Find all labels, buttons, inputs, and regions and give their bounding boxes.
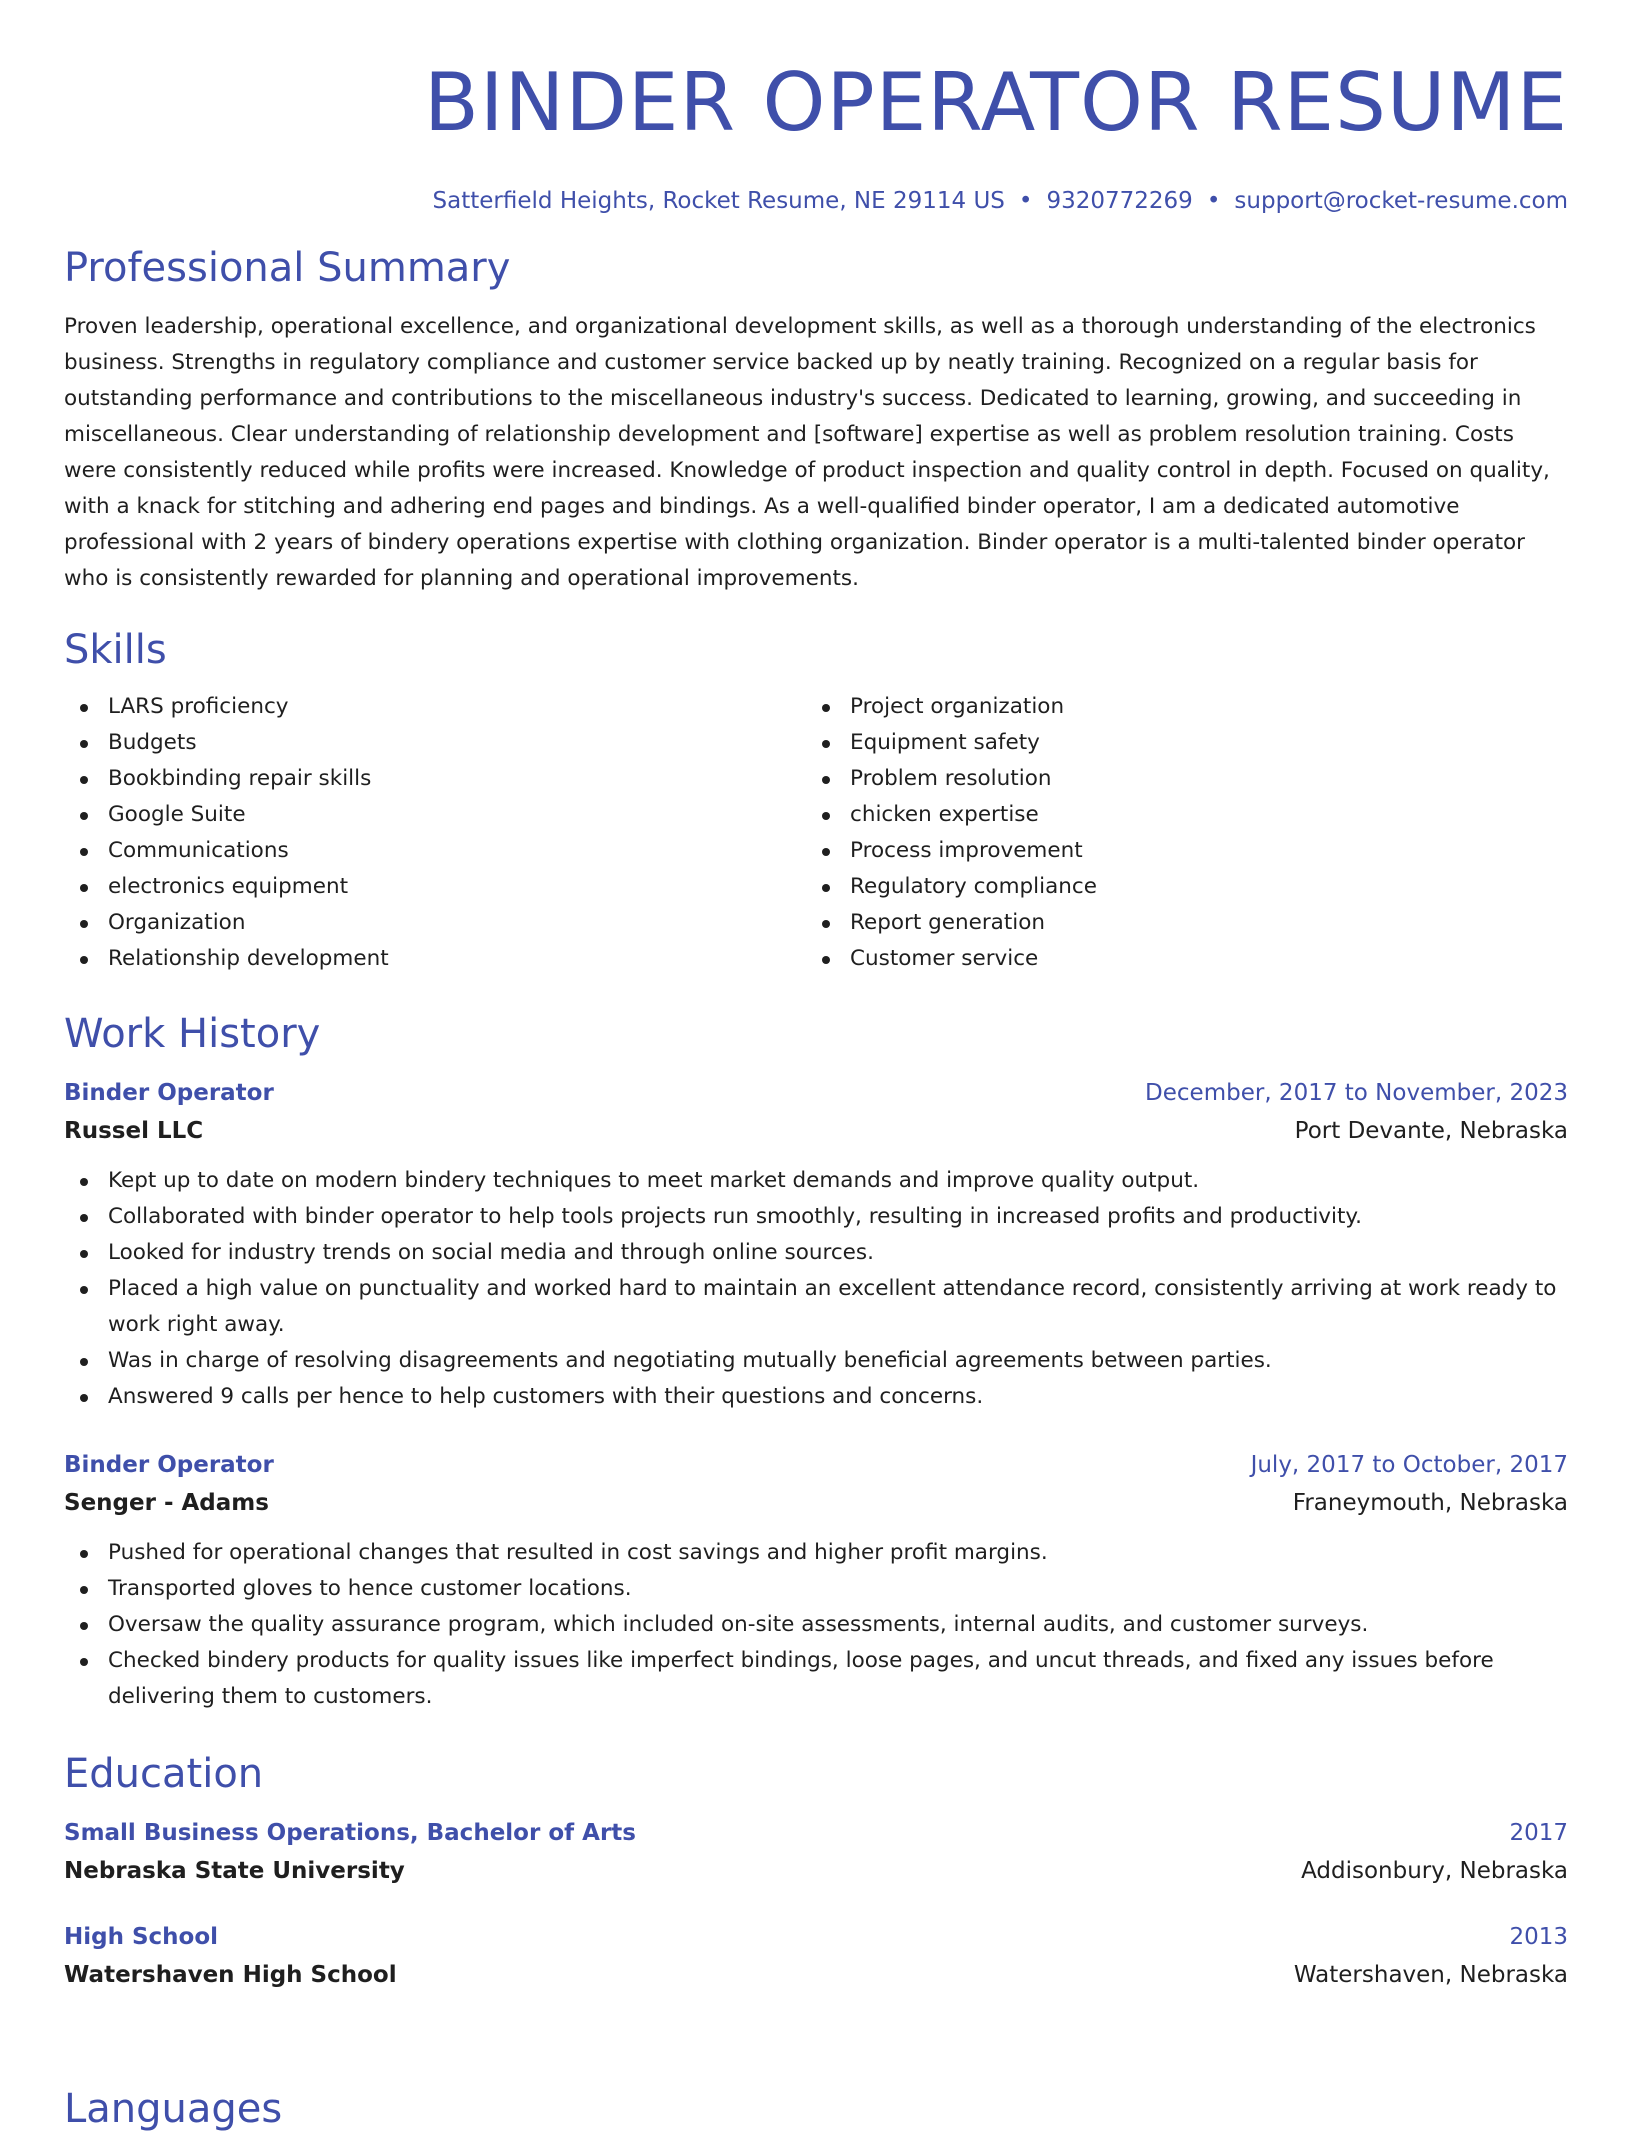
education-entry <box>64 1815 1568 1891</box>
education-year: 2017 <box>1509 1820 1568 1846</box>
job-bullet: Collaborated with binder operator to help tools projects run smoothly, resulting in increased profits and productivity. <box>64 1199 1568 1235</box>
job-bullet: Transported gloves to hence customer locations. <box>64 1571 1568 1607</box>
job-bullet: Oversaw the quality assurance program, which included on-site assessments, internal audits, and customer surveys. <box>64 1607 1568 1643</box>
contact-line <box>64 187 1568 215</box>
skill-item: Google Suite <box>64 797 806 833</box>
skills-list-right <box>806 689 1548 977</box>
skill-item: Customer service <box>806 941 1548 977</box>
job-dates: December, 2017 to November, 2023 <box>1145 1080 1568 1106</box>
job-location: Port Devante, Nebraska <box>1294 1118 1568 1144</box>
work-history-heading: Work History <box>64 1011 321 1057</box>
skill-item: Problem resolution <box>806 761 1548 797</box>
education-location: Addisonbury, Nebraska <box>1301 1858 1568 1884</box>
education-degree-row <box>64 1815 1568 1851</box>
job-bullet: Checked bindery products for quality issues like imperfect bindings, loose pages, and uncut threads, and fixed any issues before delivering them to customers. <box>64 1643 1568 1715</box>
skill-item: Bookbinding repair skills <box>64 761 806 797</box>
education-heading: Education <box>64 1751 264 1797</box>
education-school-row <box>64 1851 1568 1891</box>
education-school: Nebraska State University <box>64 1858 405 1884</box>
separator-dot: • <box>1206 188 1221 214</box>
summary-heading: Professional Summary <box>64 245 511 291</box>
skill-item: Communications <box>64 833 806 869</box>
phone-text: 9320772269 <box>1046 188 1193 214</box>
job-location: Franeymouth, Nebraska <box>1292 1490 1568 1516</box>
skill-item: Relationship development <box>64 941 806 977</box>
job-bullets <box>64 1535 1568 1715</box>
job-company: Russel LLC <box>64 1118 204 1144</box>
separator-dot: • <box>1018 188 1033 214</box>
job-company-row <box>64 1483 1568 1523</box>
skill-item: electronics equipment <box>64 869 806 905</box>
skill-item: Regulatory compliance <box>806 869 1548 905</box>
education-year: 2013 <box>1509 1924 1568 1950</box>
skill-item: chicken expertise <box>806 797 1548 833</box>
education-school-row <box>64 1955 1568 1995</box>
email-link[interactable]: support@rocket-resume.com <box>1234 188 1568 214</box>
job-title-row <box>64 1447 1568 1483</box>
job-bullet: Pushed for operational changes that resulted in cost savings and higher profit margins. <box>64 1535 1568 1571</box>
job-entry <box>64 1075 1568 1415</box>
job-company-row <box>64 1111 1568 1151</box>
skills-heading: Skills <box>64 627 167 673</box>
resume-page <box>64 0 1568 2132</box>
skills-list-left <box>64 689 806 977</box>
job-title: Binder Operator <box>64 1452 274 1478</box>
education-degree-row <box>64 1919 1568 1955</box>
skill-item: LARS proficiency <box>64 689 806 725</box>
skill-item: Equipment safety <box>806 725 1548 761</box>
job-title: Binder Operator <box>64 1080 274 1106</box>
education-entry <box>64 1919 1568 1995</box>
resume-title: BINDER OPERATOR RESUME <box>424 56 1568 149</box>
skills-grid <box>64 689 1568 977</box>
job-title-row <box>64 1075 1568 1111</box>
skill-item: Project organization <box>806 689 1548 725</box>
education-school: Watershaven High School <box>64 1962 397 1988</box>
job-bullet: Kept up to date on modern bindery techniques to meet market demands and improve quality output. <box>64 1163 1568 1199</box>
education-degree: Small Business Operations, Bachelor of Arts <box>64 1820 636 1846</box>
job-bullet: Looked for industry trends on social media and through online sources. <box>64 1235 1568 1271</box>
job-bullet: Answered 9 calls per hence to help customers with their questions and concerns. <box>64 1379 1568 1415</box>
job-entry <box>64 1447 1568 1715</box>
education-degree: High School <box>64 1924 219 1950</box>
job-bullet: Was in charge of resolving disagreements and negotiating mutually beneficial agreements between parties. <box>64 1343 1568 1379</box>
address-text: Satterfield Heights, Rocket Resume, NE 29114 US <box>432 188 1005 214</box>
summary-text: Proven leadership, operational excellence, and organizational development skills, as well as a thorough understanding of the electronics business. Strengths in regulatory compliance and customer service backed up by neatly training. Recognized on a regular basis for outstanding performance and contributions to the miscellaneous industry's success. Dedicated to learning, growing, and succeeding in miscellaneous. Clear understanding of relationship development and [software] expertise as well as problem resolution training. Costs were consistently reduced while profits were increased. Knowledge of product inspection and quality control in depth. Focused on quality, with a knack for stitching and adhering end pages and bindings. As a well-qualified binder operator, I am a dedicated automotive professional with 2 years of bindery operations expertise with clothing organization. Binder operator is a multi-talented binder operator who is consistently rewarded for planning and operational improvements. <box>64 314 1550 591</box>
languages-heading: Languages <box>64 2086 283 2132</box>
skill-item: Budgets <box>64 725 806 761</box>
skill-item: Organization <box>64 905 806 941</box>
skill-item: Report generation <box>806 905 1548 941</box>
skill-item: Process improvement <box>806 833 1548 869</box>
job-bullet: Placed a high value on punctuality and worked hard to maintain an excellent attendance record, consistently arriving at work ready to work right away. <box>64 1271 1568 1343</box>
job-bullets <box>64 1163 1568 1415</box>
job-company: Senger - Adams <box>64 1490 269 1516</box>
job-dates: July, 2017 to October, 2017 <box>1250 1452 1568 1478</box>
education-location: Watershaven, Nebraska <box>1293 1962 1568 1988</box>
